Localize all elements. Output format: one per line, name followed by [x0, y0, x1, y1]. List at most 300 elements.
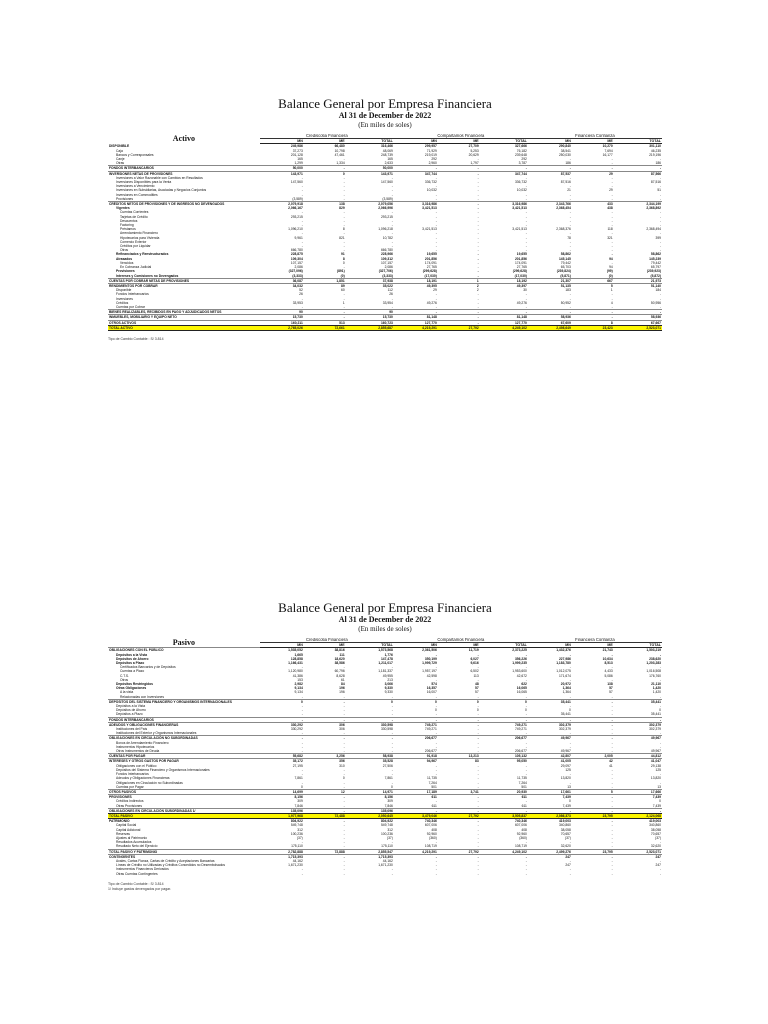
row-value: - [301, 867, 303, 872]
row-value: - [301, 244, 303, 249]
row-value: - [438, 795, 480, 800]
row-value: - [435, 740, 437, 745]
row-value: - [611, 858, 613, 863]
row-value: 29 [609, 188, 613, 193]
row-value: - [304, 808, 346, 813]
row-value: 51,140 [614, 283, 662, 288]
row-value: - [477, 823, 479, 828]
row-value: 1,334 [336, 161, 345, 166]
row-value: 29,138 [650, 763, 661, 768]
row-value: 50,000 [346, 166, 394, 171]
row-value: 7,861 [384, 776, 393, 781]
row-value: - [611, 744, 613, 749]
row-value: (3,333) [292, 273, 303, 278]
row-label: OBLIGACIONES EN CIRCULACIÓN SUBORDINADAS 1/ [108, 808, 260, 813]
row-value: 8 [342, 256, 345, 261]
row-value: - [659, 772, 661, 777]
row-value: - [611, 844, 613, 849]
row-value: - [525, 704, 527, 709]
row-value: - [391, 867, 393, 872]
row-value: 1,999,729 [422, 661, 437, 666]
row-label: Capital Adicional [116, 827, 141, 832]
row-value: 143,971 [260, 171, 304, 176]
row-value: 20,629 [468, 152, 479, 157]
row-value: 0 [391, 784, 393, 789]
row-value: 4,219,291 [394, 849, 438, 854]
row-value: 29,097 [560, 763, 571, 768]
row-value: - [477, 244, 479, 249]
row-value: 27,195 [292, 763, 303, 768]
row-label: Canje [116, 157, 125, 162]
row-value: 0 [300, 784, 303, 789]
row-value: - [611, 175, 613, 180]
row-value: - [477, 210, 479, 215]
row-value: 174,091 [424, 260, 437, 265]
row-value: 58,936 [614, 315, 662, 320]
row-value: 84 [341, 682, 345, 687]
row-value: 501 [431, 784, 437, 789]
row-value: - [611, 780, 613, 785]
row-value: - [528, 808, 572, 813]
pasivo-page [108, 600, 662, 892]
row-label: Inversiones Disponibles para la Venta [116, 180, 172, 185]
row-value: - [343, 218, 345, 223]
row-value: - [477, 196, 479, 201]
row-value: - [525, 731, 527, 736]
col-header: ME [572, 139, 614, 144]
row-value: 302,379 [558, 727, 571, 732]
row-value: - [659, 223, 661, 228]
row-value: 2,086 [294, 265, 303, 270]
row-value: 249,986 [290, 144, 303, 149]
row-value: 65,703 [560, 265, 571, 270]
row-value: 2,368,376 [556, 227, 571, 232]
row-label: Fondos Interbancarios [116, 772, 149, 777]
row-label: Provisiones [116, 269, 135, 274]
row-value: - [343, 844, 345, 849]
row-value: (239,923) [646, 269, 661, 274]
row-value: - [394, 717, 438, 722]
row-value: - [435, 184, 437, 189]
exchange-rate-note-1: Tipo de Cambio Contable : S/ 3.814 [108, 336, 164, 341]
row-value: 100,236 [380, 831, 393, 836]
row-value: 7,439 [562, 803, 571, 808]
row-value: - [659, 231, 661, 236]
row-value: 16,177 [602, 152, 613, 157]
row-label: Cuentas por Cobrar [116, 304, 145, 309]
row-label: Líneas de Crédito no Utilizadas y Créditos Concedidos no Desembolsados [116, 863, 226, 868]
row-value: 50,952 [560, 300, 571, 305]
row-value: - [525, 235, 527, 240]
row-value: - [659, 210, 661, 215]
row-value: 301,110 [649, 144, 661, 149]
row-value: - [304, 310, 346, 315]
row-value: - [477, 273, 479, 278]
row-value: - [343, 744, 345, 749]
row-value: - [611, 871, 613, 876]
row-value: 1 [610, 288, 613, 293]
pasivo-section-title: Pasivo [172, 638, 196, 648]
row-value: - [301, 704, 303, 709]
row-label: Atrasados [116, 256, 133, 261]
row-value: 60 [341, 288, 345, 293]
row-label: Vencidos [120, 260, 134, 265]
row-value: - [569, 744, 571, 749]
row-value: - [435, 192, 437, 197]
row-value: - [611, 292, 613, 297]
row-label: Otras Obligaciones [116, 686, 147, 691]
row-value: - [569, 184, 571, 189]
row-value: 90 [346, 310, 394, 315]
row-label: Certificados Bancarios y de Depósitos [120, 665, 176, 670]
row-value: - [659, 292, 661, 297]
row-value: - [477, 652, 479, 657]
row-value: 8 [342, 227, 345, 232]
row-value: 1 [438, 278, 480, 283]
row-value: 2,086,373 [528, 813, 572, 818]
row-value: - [435, 244, 437, 249]
row-value: 58,862 [560, 252, 571, 257]
row-value: (0) [608, 273, 613, 278]
row-value: - [343, 740, 345, 745]
row-value: - [391, 694, 393, 699]
row-value: - [569, 858, 571, 863]
row-value: - [477, 767, 479, 772]
row-value: 607,006 [514, 823, 527, 828]
row-value: 72,888 [304, 849, 346, 854]
row-value: - [569, 210, 571, 215]
row-value: 87,566 [614, 171, 662, 176]
row-value: - [477, 292, 479, 297]
row-label: INTERESES Y OTROS GASTOS POR PAGAR [108, 759, 260, 764]
row-value: 290,840 [558, 144, 571, 149]
row-value: - [435, 175, 437, 180]
row-value: - [343, 799, 345, 804]
col-header: MN [394, 139, 438, 144]
row-value: 9,330 [384, 686, 393, 691]
row-value: 4,249,102 [480, 325, 528, 330]
row-label: FONDOS INTERBANCARIOS [108, 717, 260, 722]
row-value: 622 [521, 682, 527, 687]
row-value: 26 [299, 292, 303, 297]
row-value: - [343, 694, 345, 699]
row-value: 57 [609, 690, 613, 695]
row-label: Otras Cuentas Contingentes [116, 871, 158, 876]
row-value: 105,132 [480, 754, 528, 759]
row-value: - [260, 736, 304, 741]
row-value: 35,022 [346, 283, 394, 288]
row-label: Resultados Acumulados [116, 840, 152, 845]
row-value: - [391, 840, 393, 845]
row-value: 9,616 [470, 661, 479, 666]
row-value: - [525, 175, 527, 180]
row-value: 14,699 [260, 789, 304, 794]
row-value: 4,433 [604, 669, 613, 674]
row-value: 611 [431, 803, 437, 808]
row-value: - [611, 210, 613, 215]
row-value: - [438, 171, 480, 176]
row-value: - [569, 244, 571, 249]
row-value: 111 [339, 652, 345, 657]
row-value: - [659, 196, 661, 201]
row-label: PATRIMONIO [108, 819, 260, 824]
row-value: 206,677 [514, 749, 527, 754]
row-value: 186 [565, 161, 571, 166]
row-value: - [477, 749, 479, 754]
row-label: ADEUDOS Y OBLIGACIONES FINANCIERAS [108, 722, 260, 727]
row-label: Depósitos a la Vista [116, 652, 148, 657]
col-header: TOTAL [480, 139, 528, 144]
row-label: Capital Social [116, 823, 137, 828]
row-value: - [435, 248, 437, 253]
row-value: - [569, 231, 571, 236]
row-value: - [525, 867, 527, 872]
row-value: 94,967 [394, 759, 438, 764]
row-value: 3,066 [384, 682, 393, 687]
row-value: 13,213 [438, 754, 480, 759]
row-value: 3,421,513 [422, 227, 437, 232]
row-value: 49,967 [560, 749, 571, 754]
row-value: 13 [657, 784, 661, 789]
row-value: - [301, 192, 303, 197]
row-value: 79,442 [560, 260, 571, 265]
row-value: 4,219,291 [394, 325, 438, 330]
row-value: - [301, 780, 303, 785]
row-value: - [301, 749, 303, 754]
row-value: 7,439 [614, 795, 662, 800]
row-value: - [343, 749, 345, 754]
row-value: - [611, 835, 613, 840]
row-value: 41,005 [528, 759, 572, 764]
row-value: 2,633 [384, 161, 393, 166]
row-value: - [525, 740, 527, 745]
row-value: 13 [567, 784, 571, 789]
row-label: Reservas [116, 831, 130, 836]
row-value: - [572, 819, 614, 824]
row-value: - [477, 235, 479, 240]
row-value: - [304, 717, 346, 722]
row-value: (299,628) [512, 269, 527, 274]
row-value: 51 [657, 188, 661, 193]
row-value: - [569, 780, 571, 785]
row-value: - [477, 780, 479, 785]
row-value: 340,860 [649, 823, 661, 828]
row-value: 51,135 [528, 283, 572, 288]
row-value: 2,855,547 [346, 849, 394, 854]
row-value: - [659, 175, 661, 180]
row-value: - [435, 223, 437, 228]
row-label: Resultado Neto del Ejercicio [116, 844, 158, 849]
row-value: 90 [260, 310, 304, 315]
row-value: - [528, 717, 572, 722]
group-header-compartamos: Compartamos Financiera [394, 638, 528, 643]
row-value: 138 [304, 202, 346, 207]
row-value: - [391, 665, 393, 670]
row-value: 35,441 [650, 712, 661, 717]
row-value: 171,674 [558, 673, 571, 678]
row-value: 87,516 [650, 180, 661, 185]
row-value: 2,361,506 [394, 648, 438, 653]
row-value: - [611, 652, 613, 657]
row-value: - [477, 731, 479, 736]
row-value: - [343, 665, 345, 670]
row-value: 79,442 [650, 260, 661, 265]
row-value: - [525, 652, 527, 657]
row-value: - [611, 694, 613, 699]
row-value: 37,938 [346, 278, 394, 283]
row-value: 16,065 [516, 690, 527, 695]
row-value: - [611, 196, 613, 201]
row-value: - [435, 296, 437, 301]
row-value: 2,344,199 [614, 202, 662, 207]
row-value: - [611, 665, 613, 670]
row-value: - [569, 192, 571, 197]
row-value: 201,128 [290, 152, 303, 157]
row-value: - [525, 863, 527, 868]
row-value: - [343, 192, 345, 197]
row-value: - [572, 795, 614, 800]
row-value: 23,795 [572, 813, 614, 818]
row-value: 2,499,276 [528, 849, 572, 854]
row-label: Factoring [120, 223, 134, 228]
row-value: - [391, 704, 393, 709]
row-value: - [477, 260, 479, 265]
row-value: - [611, 180, 613, 185]
row-value: - [525, 763, 527, 768]
row-value: - [438, 320, 480, 325]
row-label: Obligaciones en Circulación no Subordinadas [116, 780, 183, 785]
row-value: (327,706) [378, 269, 393, 274]
row-label: Bonos de Arrendamiento Financiero [116, 740, 169, 745]
row-value: 112 [387, 288, 393, 293]
row-value: - [569, 304, 571, 309]
row-value: 183 [565, 288, 571, 293]
row-value: - [343, 871, 345, 876]
row-value: - [435, 763, 437, 768]
row-value: 1,851 [304, 278, 346, 283]
row-value: - [391, 218, 393, 223]
row-value: 5,253 [470, 148, 479, 153]
row-value: - [611, 831, 613, 836]
row-value: - [477, 214, 479, 219]
row-value: 10,270 [602, 144, 613, 149]
row-label: INVERSIONES NETAS DE PROVISIONES [108, 171, 260, 176]
row-value: - [614, 717, 662, 722]
row-value: (5,871) [560, 273, 571, 278]
row-value: (17,030) [514, 273, 527, 278]
row-label: OTROS PASIVOS [108, 789, 260, 794]
row-value: 1,977,968 [260, 813, 304, 818]
row-value: 44,162 [292, 858, 303, 863]
row-value: 250,030 [558, 152, 571, 157]
row-value: 135,096 [260, 808, 304, 813]
row-value: 247 [655, 863, 661, 868]
row-value: - [480, 166, 528, 171]
row-value: 293,215 [380, 214, 393, 219]
row-value: 61 [341, 677, 345, 682]
row-value: 108,719 [424, 844, 437, 849]
row-value: 4 [610, 300, 613, 305]
row-value: - [346, 736, 394, 741]
row-value: - [569, 214, 571, 219]
row-value: 58,936 [528, 315, 572, 320]
row-value: 33,953 [292, 300, 303, 305]
row-value: 1,503,219 [614, 648, 662, 653]
row-label: DISPONIBLE [109, 144, 130, 149]
row-value: - [611, 840, 613, 845]
row-value: - [343, 231, 345, 236]
row-value: 66,480 [334, 144, 345, 149]
row-value: 2,960 [428, 161, 437, 166]
row-value: 239,648 [514, 152, 527, 157]
row-value: - [611, 260, 613, 265]
row-value: - [391, 239, 393, 244]
row-value: - [343, 708, 345, 713]
row-value: - [569, 157, 571, 162]
activo-section-title: Activo [172, 134, 196, 144]
row-value: 302,379 [528, 722, 572, 727]
row-value: 1,364 [562, 690, 571, 695]
row-value: 2 [438, 283, 480, 288]
row-value: - [343, 767, 345, 772]
row-value: - [659, 780, 661, 785]
row-value: - [394, 808, 438, 813]
row-value: - [394, 310, 438, 315]
row-value: - [435, 871, 437, 876]
row-value: - [525, 210, 527, 215]
row-value: - [435, 304, 437, 309]
row-value: - [343, 304, 345, 309]
row-value: - [477, 252, 479, 257]
row-value: - [391, 192, 393, 197]
row-value: 147,560 [290, 180, 303, 185]
row-value: 18,191 [394, 278, 438, 283]
row-value: - [391, 231, 393, 236]
row-value: - [435, 772, 437, 777]
row-value: 83 [438, 759, 480, 764]
row-value: 57 [475, 686, 479, 691]
row-label: INMUEBLES, MOBILIARIO Y EQUIPO NETO [108, 315, 260, 320]
row-value: - [301, 871, 303, 876]
row-value: 15,730 [260, 315, 304, 320]
row-value: - [480, 808, 528, 813]
row-value: - [525, 772, 527, 777]
row-value: 26 [389, 292, 393, 297]
row-value: - [343, 180, 345, 185]
row-value: 27,709 [468, 144, 479, 149]
row-value: 165 [297, 157, 303, 162]
row-value: 292 [431, 157, 437, 162]
row-label: Bancos y Corresponsales [116, 152, 154, 157]
row-label: DEPÓSITOS DEL SISTEMA FINANCIERO Y ORGANISMOS INTERNACIONALES [108, 699, 260, 704]
row-value: 340,860 [558, 823, 571, 828]
row-value: 302,379 [649, 727, 661, 732]
row-value: 1 [342, 300, 345, 305]
row-value: - [614, 310, 662, 315]
row-value: 1,957,197 [422, 669, 437, 674]
row-value: 0 [434, 708, 437, 713]
row-value: - [569, 652, 571, 657]
row-value: - [477, 831, 479, 836]
row-value: 37,273 [292, 148, 303, 153]
row-value: 611 [521, 803, 527, 808]
row-value: - [659, 304, 661, 309]
row-value: 92,960 [426, 831, 437, 836]
row-value: 78 [567, 235, 571, 240]
row-value: - [525, 218, 527, 223]
row-value: 9,330 [384, 690, 393, 695]
row-value: 206,677 [394, 736, 438, 741]
